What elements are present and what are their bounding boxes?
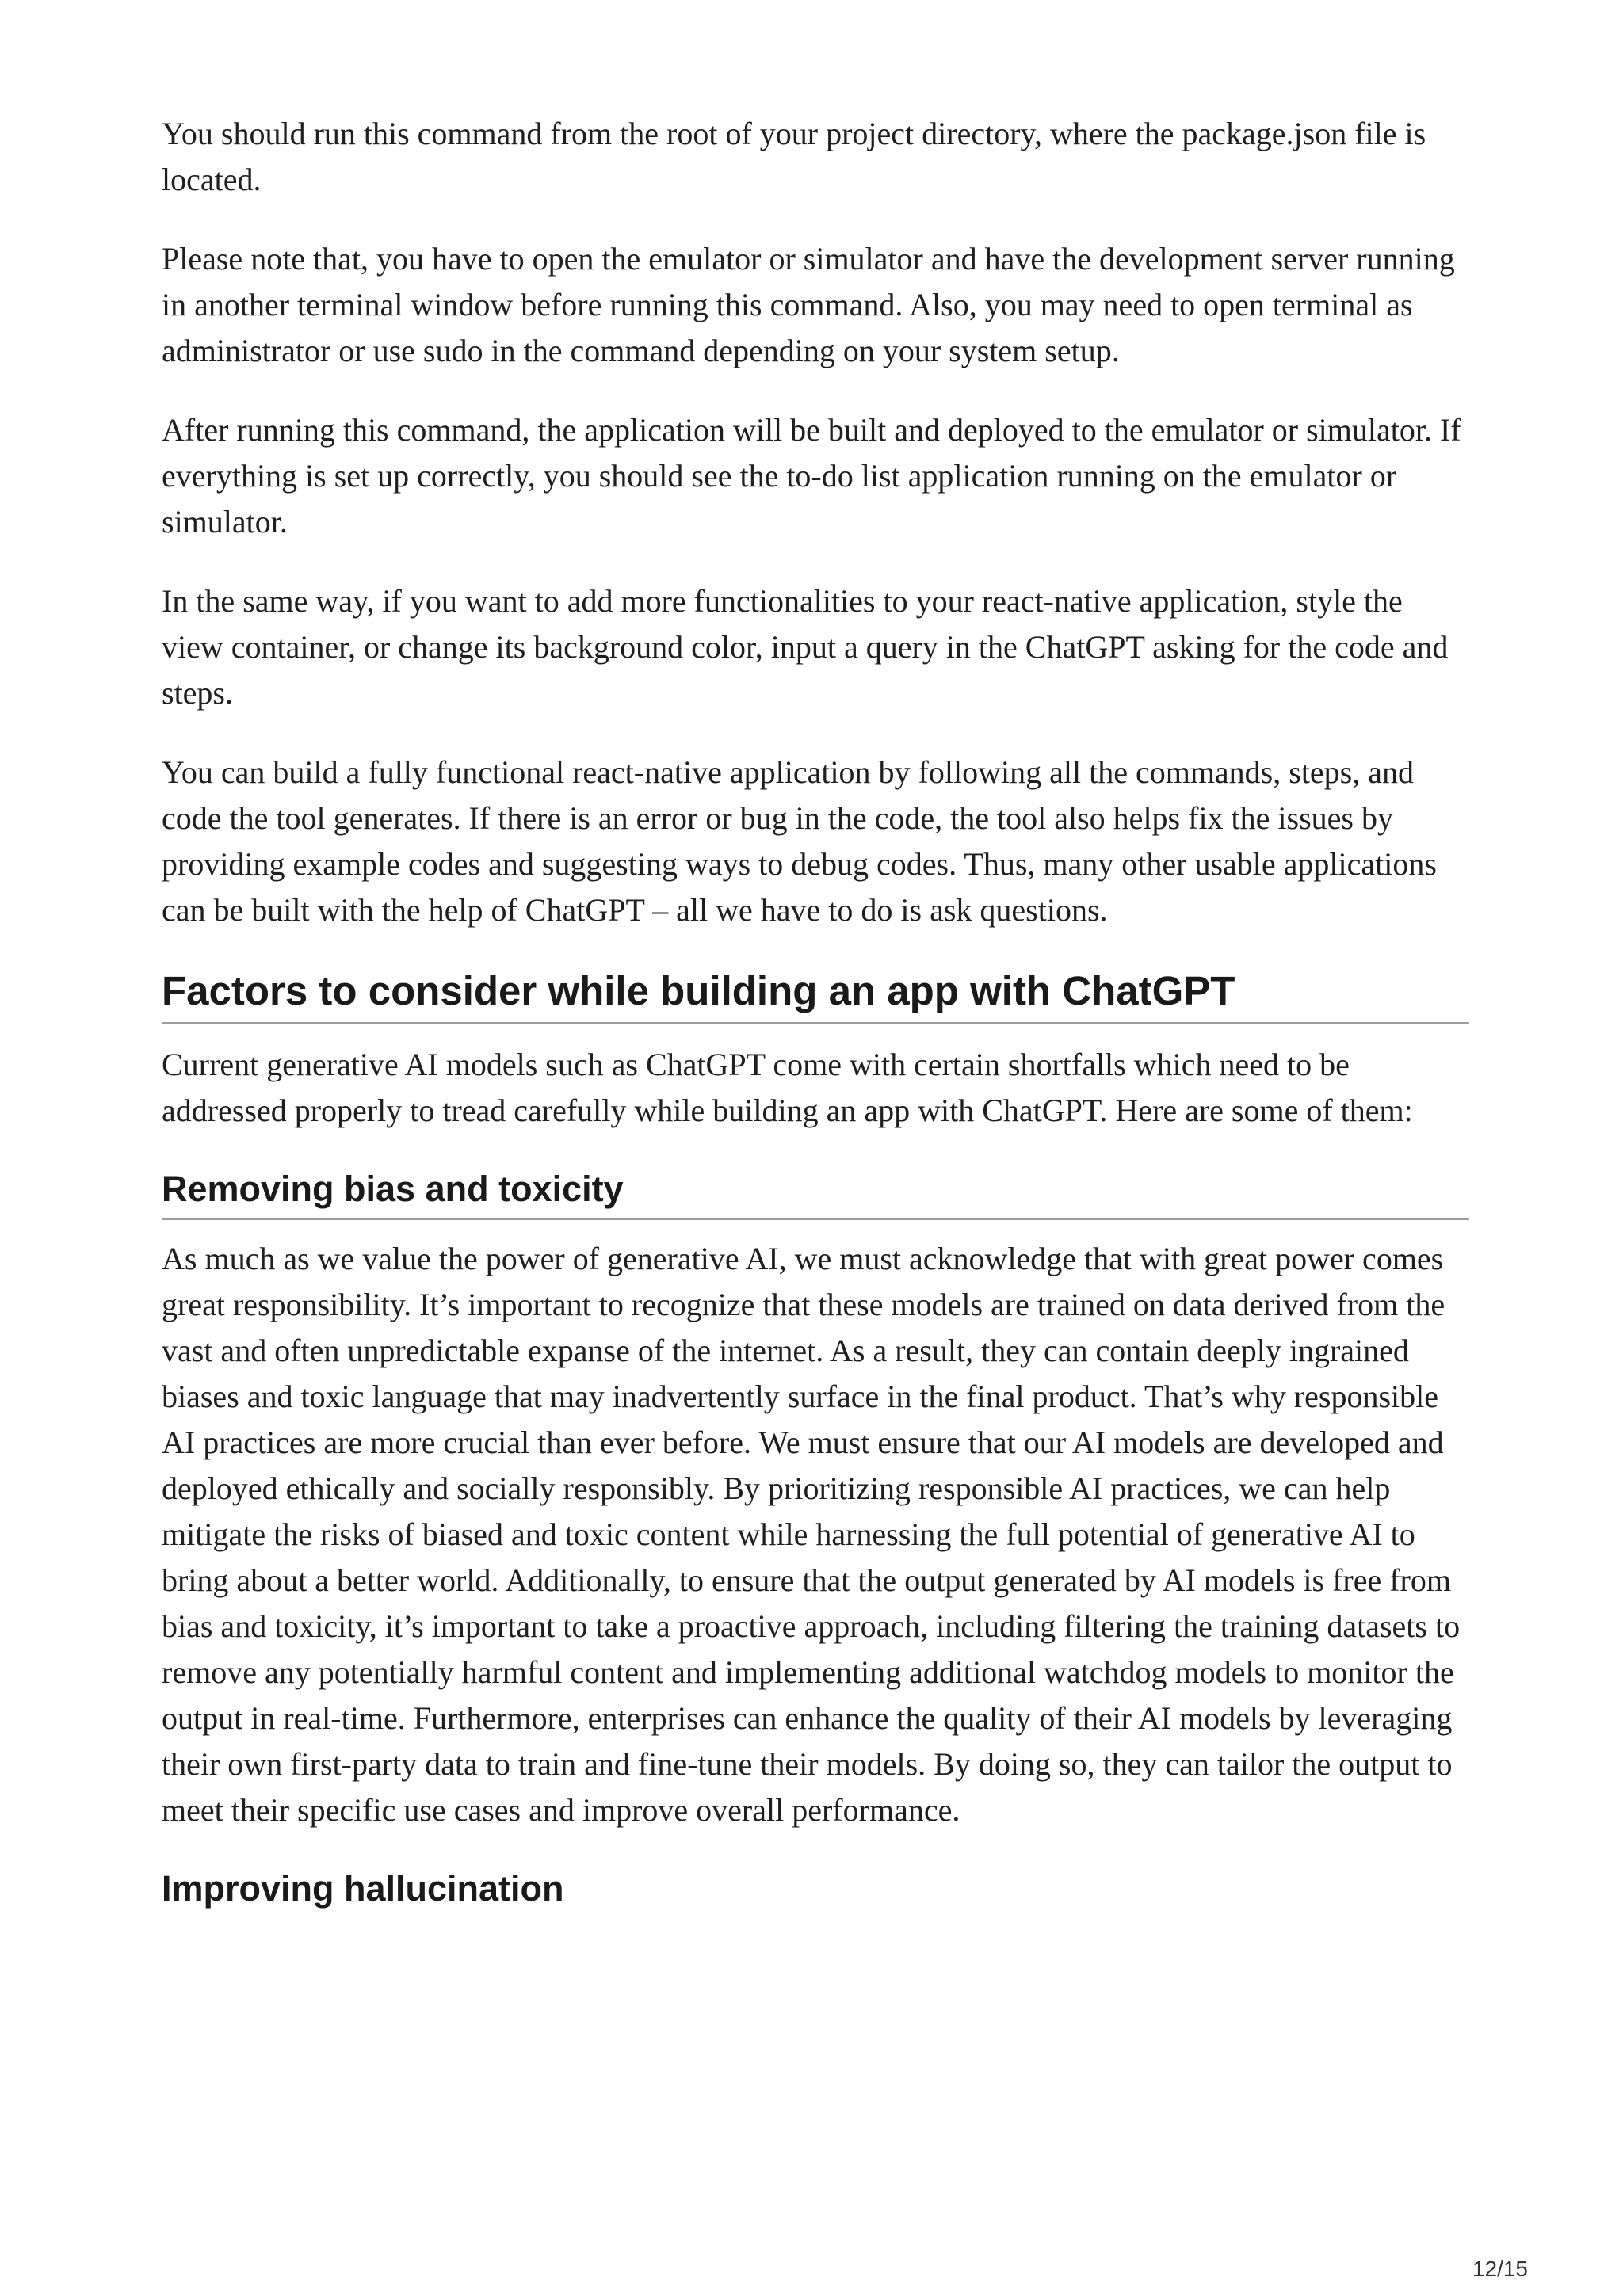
paragraph-after-running: After running this command, the application will be built and deployed to the emulator or simulator. If everything is set up correctly, you should see the to-do list application running on the emulator or simulator.	[162, 412, 1461, 540]
document-page	[162, 111, 1469, 1933]
paragraph-run-command: You should run this command from the root of your project directory, where the package.json file is located.	[162, 116, 1426, 197]
heading-factors: Factors to consider while building an app with ChatGPT	[162, 967, 1469, 1024]
heading-improving-hallucination: Improving hallucination	[162, 1868, 564, 1909]
page-number: 12/15	[1472, 2256, 1528, 2281]
paragraph-build-app: You can build a fully functional react-native application by following all the commands, steps, and code the tool generates. If there is an error or bug in the code, the tool also helps fix the issues by providing example codes and suggesting ways to debug codes. Thus, many other usable applications can be built with the help of ChatGPT – all we have to do is ask questions.	[162, 754, 1437, 928]
paragraph-same-way: In the same way, if you want to add more functionalities to your react-native application, style the view container, or change its background color, input a query in the ChatGPT asking for the code and steps.	[162, 583, 1449, 711]
paragraph-removing-bias: As much as we value the power of generative AI, we must acknowledge that with great power comes great responsibility. It’s important to recognize that these models are trained on data derived from the vast and often unpredictable expanse of the internet. As a result, they can contain deeply ingrained biases and toxic language that may inadvertently surface in the final product. That’s why responsible AI practices are more crucial than ever before. We must ensure that our AI models are developed and deployed ethically and socially responsibly. By prioritizing responsible AI practices, we can help mitigate the risks of biased and toxic content while harnessing the full potential of generative AI to bring about a better world. Additionally, to ensure that the output generated by AI models is free from bias and toxicity, it’s important to take a proactive approach, including filtering the training datasets to remove any potentially harmful content and implementing additional watchdog models to monitor the output in real-time. Furthermore, enterprises can enhance the quality of their AI models by leveraging their own first-party data to train and fine-tune their models. By doing so, they can tailor the output to meet their specific use cases and improve overall performance.	[162, 1241, 1461, 1828]
heading-removing-bias: Removing bias and toxicity	[162, 1167, 1469, 1220]
paragraph-emulator-note: Please note that, you have to open the emulator or simulator and have the development server running in another terminal window before running this command. Also, you may need to open terminal as administrator or use sudo in the command depending on your system setup.	[162, 241, 1455, 368]
paragraph-factors: Current generative AI models such as ChatGPT come with certain shortfalls which need to be addressed properly to tread carefully while building an app with ChatGPT. Here are some of them:	[162, 1047, 1413, 1128]
